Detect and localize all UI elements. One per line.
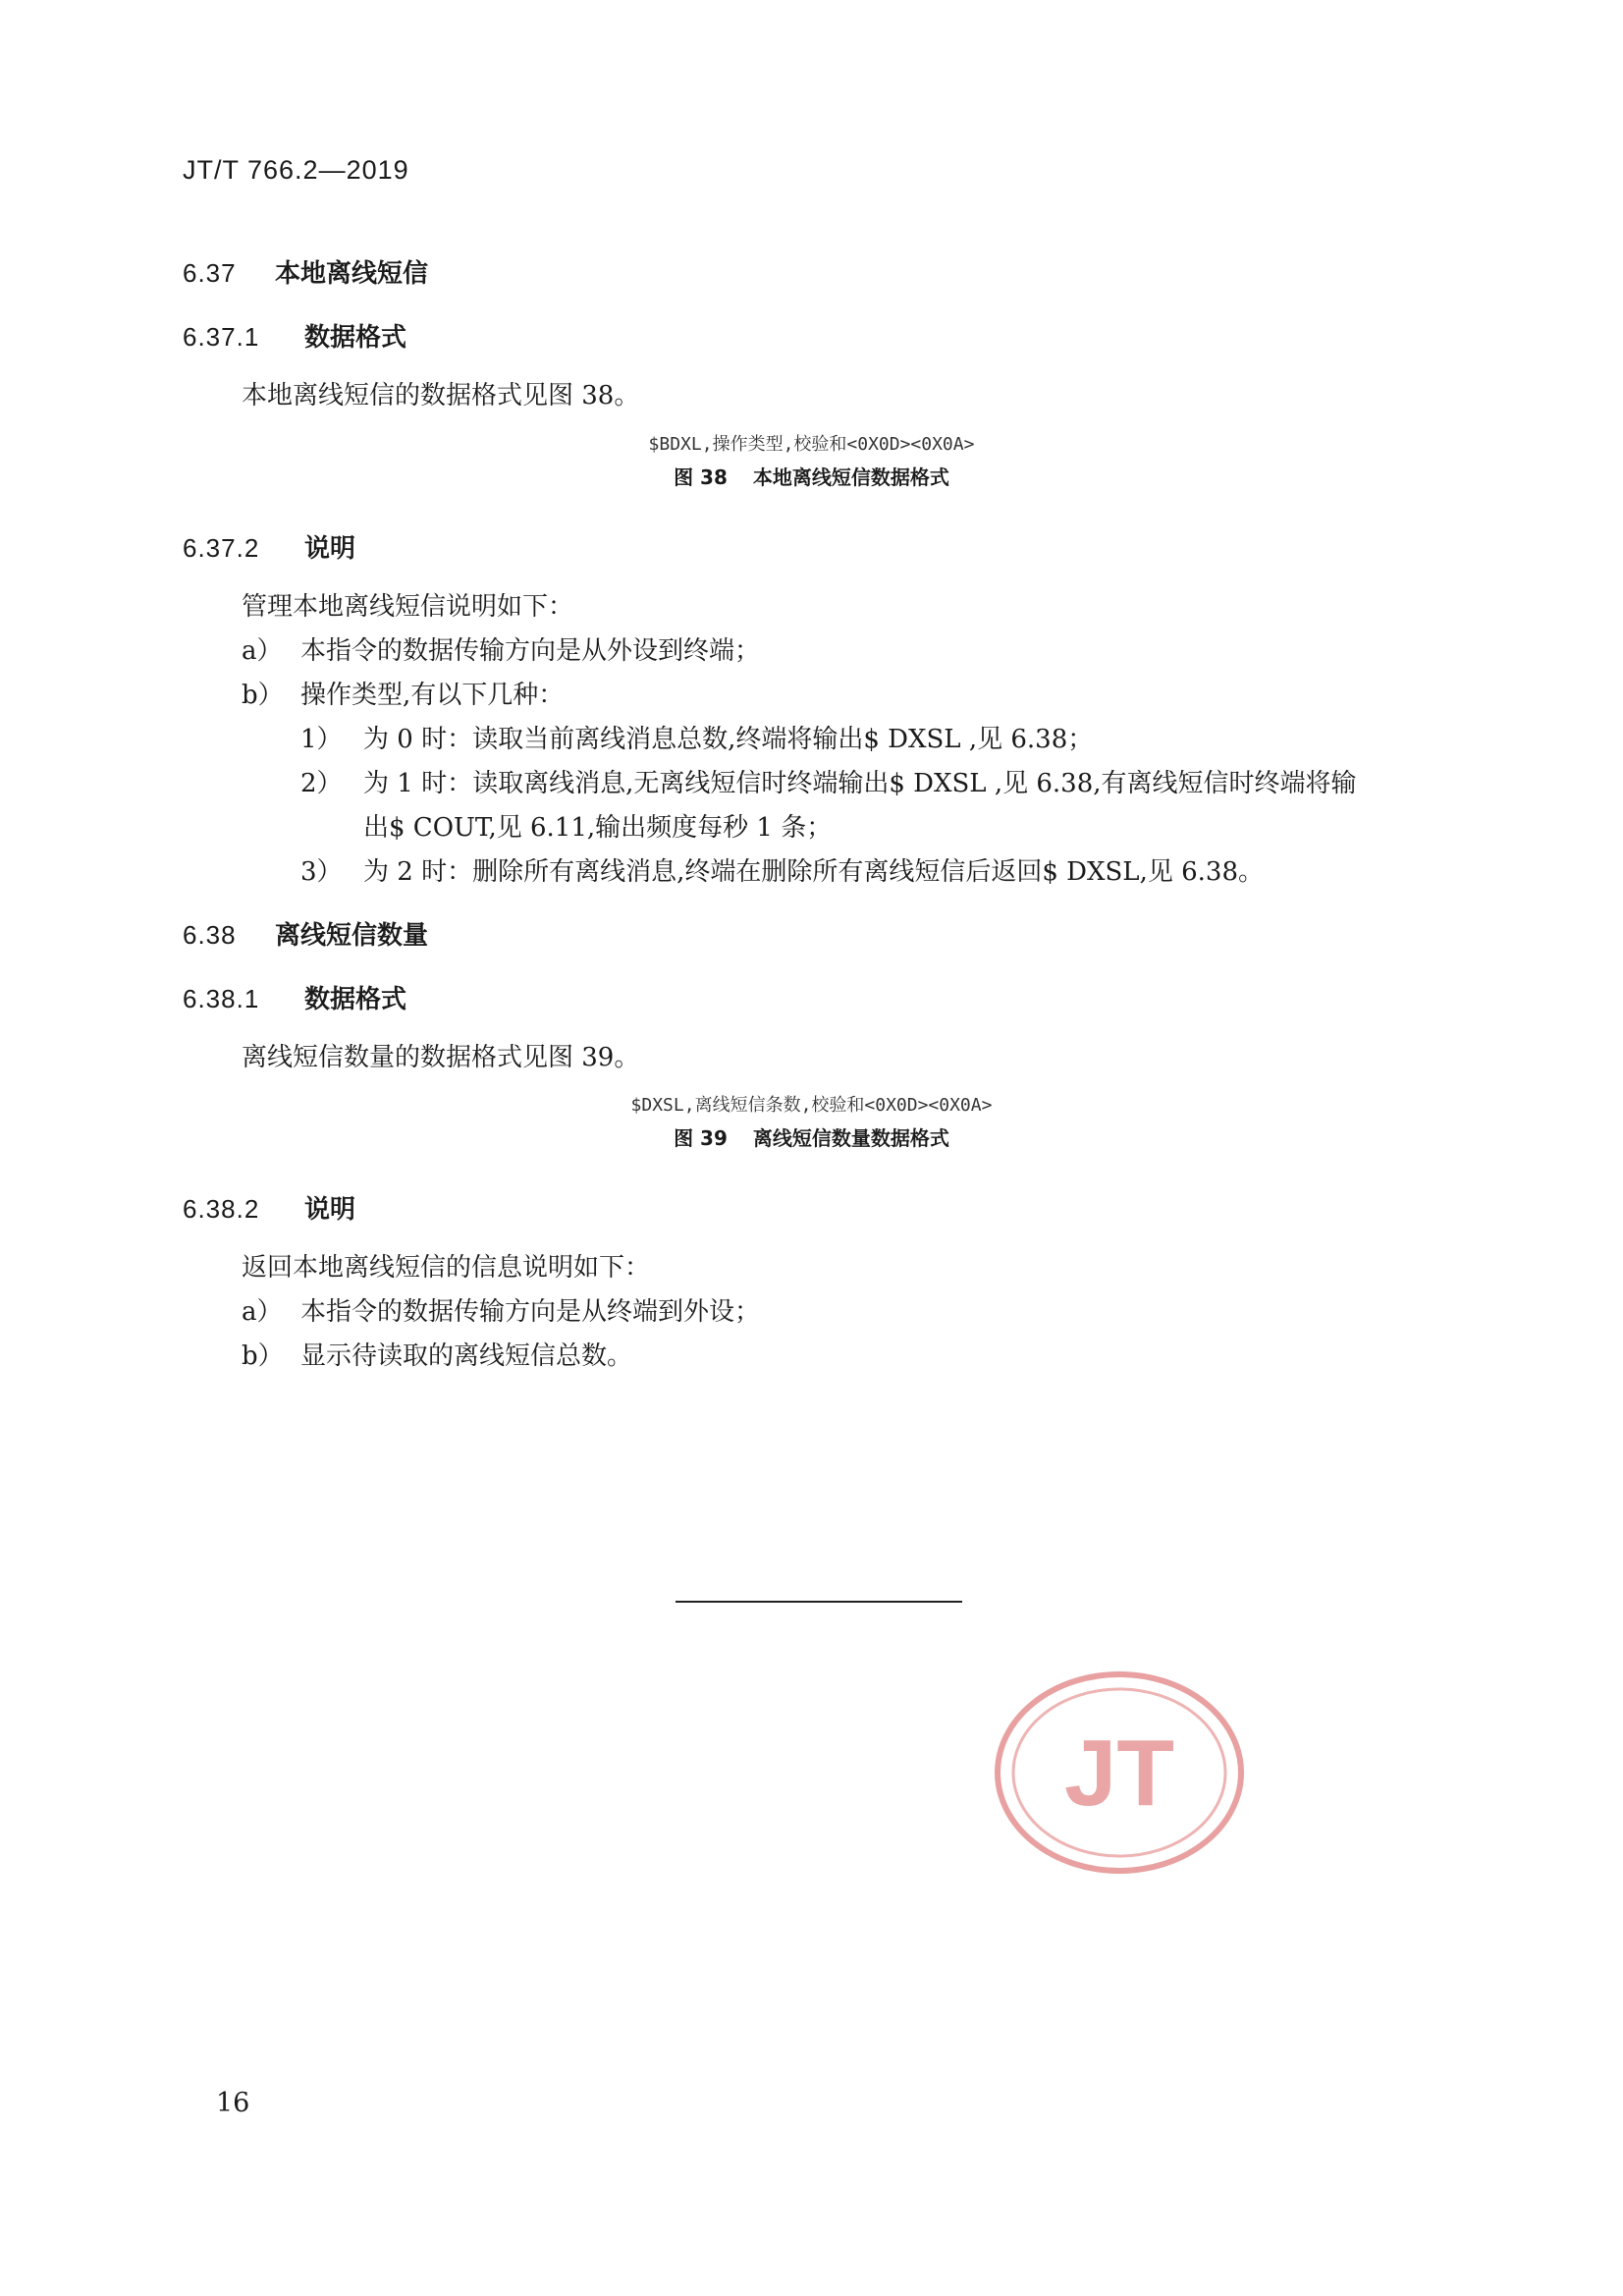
section-title: 数据格式 bbox=[304, 985, 407, 1014]
section-6-38-2-heading bbox=[183, 1189, 355, 1226]
sub-list-item-continuation: 出$ COUT,见 6.11,输出频度每秒 1 条； bbox=[363, 813, 833, 843]
list-item bbox=[242, 633, 760, 669]
sub-list-item bbox=[300, 766, 1357, 801]
paragraph: 离线短信数量的数据格式见图 39。 bbox=[242, 1043, 640, 1072]
list-label: 1） bbox=[300, 725, 343, 754]
sub-list-item bbox=[300, 722, 1093, 757]
section-title: 数据格式 bbox=[304, 323, 407, 353]
list-label: b） bbox=[242, 1341, 284, 1371]
figure-caption bbox=[0, 462, 1623, 490]
list-text: 为 2 时：删除所有离线消息,终端在删除所有离线短信后返回$ DXSL,见 6.38。 bbox=[363, 857, 1264, 887]
list-text: 操作类型,有以下几种： bbox=[300, 681, 565, 710]
end-of-text-rule bbox=[676, 1601, 962, 1603]
list-label: a） bbox=[242, 636, 283, 666]
list-text: 显示待读取的离线短信总数。 bbox=[300, 1341, 633, 1371]
list-label: 3） bbox=[300, 857, 343, 887]
section-number: 6.37.1 bbox=[183, 322, 260, 352]
figure-number: 图 39 bbox=[674, 1126, 728, 1150]
section-number: 6.38.2 bbox=[183, 1194, 260, 1224]
figure-title: 离线短信数量数据格式 bbox=[752, 1126, 949, 1150]
sub-list-item bbox=[300, 854, 1264, 890]
jt-stamp-logo bbox=[992, 1669, 1247, 1876]
section-title: 说明 bbox=[304, 534, 356, 564]
list-label: a） bbox=[242, 1297, 283, 1327]
figure-number: 图 38 bbox=[674, 465, 728, 489]
section-title: 离线短信数量 bbox=[275, 921, 429, 951]
paragraph: 本地离线短信的数据格式见图 38。 bbox=[242, 381, 640, 410]
stamp-text: JT bbox=[1063, 1721, 1175, 1826]
section-number: 6.38 bbox=[183, 920, 237, 950]
list-item bbox=[242, 1339, 632, 1374]
section-6-38-1-heading bbox=[183, 979, 406, 1015]
paragraph: 管理本地离线短信说明如下： bbox=[242, 592, 574, 622]
page-number: 16 bbox=[216, 2088, 250, 2118]
section-6-37-heading bbox=[183, 253, 428, 290]
section-number: 6.37.2 bbox=[183, 533, 260, 563]
list-item bbox=[242, 678, 564, 713]
list-text: 本指令的数据传输方向是从外设到终端； bbox=[300, 636, 761, 666]
paragraph: 返回本地离线短信的信息说明如下： bbox=[242, 1253, 651, 1283]
data-format-line: $BDXL,操作类型,校验和<0X0D><0X0A> bbox=[648, 434, 975, 455]
section-title: 说明 bbox=[304, 1195, 356, 1225]
section-number: 6.37 bbox=[183, 258, 237, 288]
list-item bbox=[242, 1294, 760, 1330]
section-6-37-2-heading bbox=[183, 528, 355, 565]
figure-caption bbox=[0, 1122, 1623, 1151]
standard-code: JT/T 766.2—2019 bbox=[183, 155, 409, 185]
section-number: 6.38.1 bbox=[183, 984, 260, 1013]
list-text: 为 0 时：读取当前离线消息总数,终端将输出$ DXSL ,见 6.38； bbox=[363, 725, 1094, 754]
list-text: 本指令的数据传输方向是从终端到外设； bbox=[300, 1297, 761, 1327]
list-label: b） bbox=[242, 681, 284, 710]
list-text: 为 1 时：读取离线消息,无离线短信时终端输出$ DXSL ,见 6.38,有离线短信时终端将输 bbox=[363, 769, 1357, 798]
section-6-38-heading bbox=[183, 915, 428, 952]
figure-title: 本地离线短信数据格式 bbox=[752, 465, 949, 489]
list-label: 2） bbox=[300, 769, 343, 798]
section-6-37-1-heading bbox=[183, 317, 406, 354]
data-format-line: $DXSL,离线短信条数,校验和<0X0D><0X0A> bbox=[630, 1095, 993, 1116]
section-title: 本地离线短信 bbox=[275, 259, 429, 289]
